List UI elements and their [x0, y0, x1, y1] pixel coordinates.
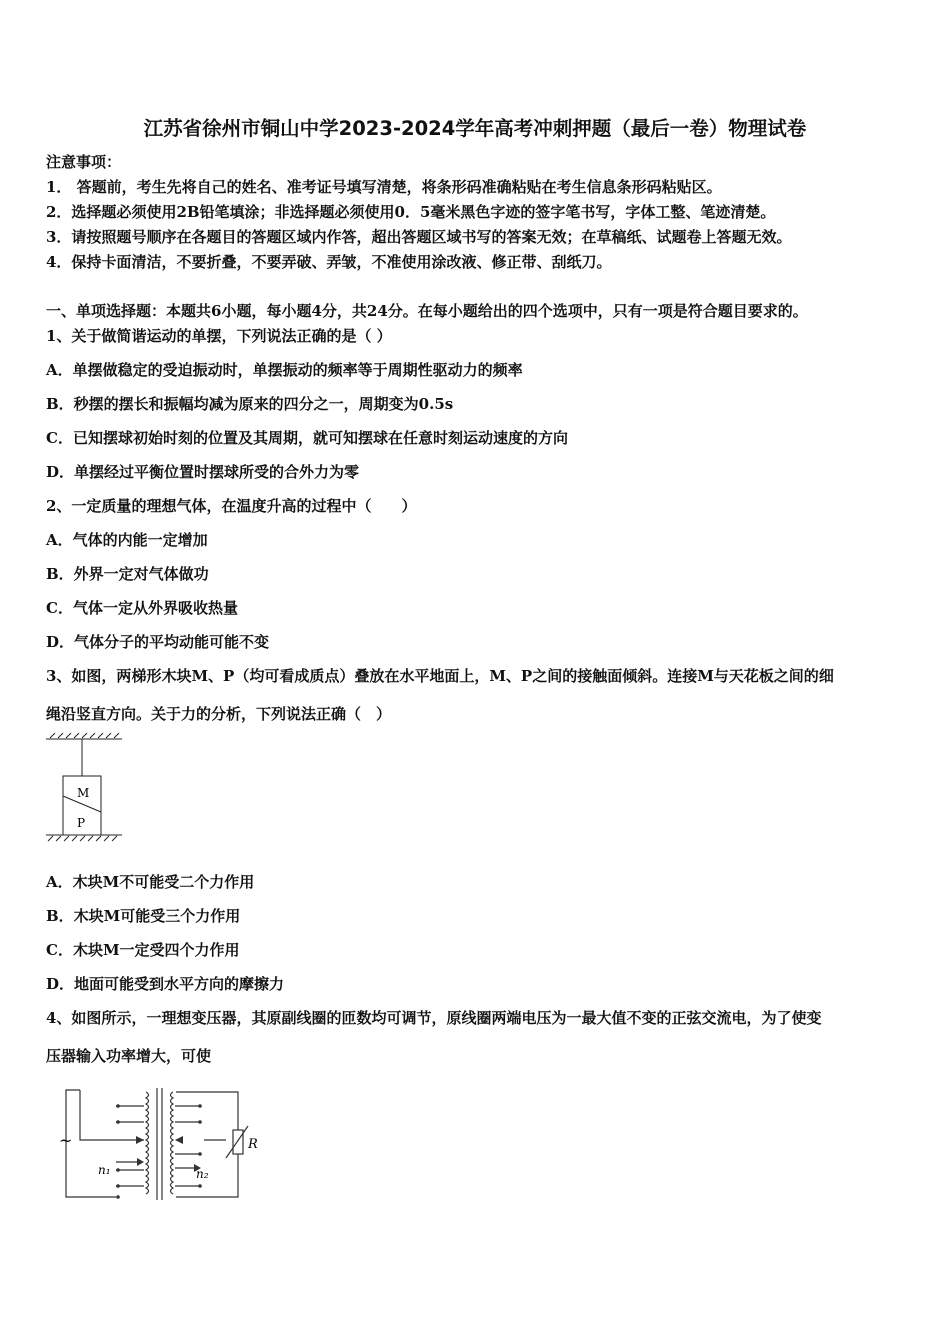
notice-heading: 注意事项： [46, 153, 122, 171]
secondary-slider-arrowhead [175, 1136, 183, 1144]
section-heading: 一、单项选择题：本题共6小题，每小题4分，共24分。在每小题给出的四个选项中，只有一项是符合题目要求的。 [46, 302, 808, 320]
notice-item-4: 4．保持卡面清洁，不要折叠，不要弄破、弄皱，不准使用涂改液、修正带、刮纸刀。 [46, 253, 612, 271]
page-title: 江苏省徐州市铜山中学2023-2024学年高考冲刺押题（最后一卷）物理试卷 [143, 117, 807, 140]
secondary-wire [176, 1092, 238, 1130]
ground-hatch [46, 835, 122, 841]
resistor-arrow [226, 1126, 248, 1158]
secondary-coil [171, 1092, 174, 1194]
primary-taps [116, 1106, 144, 1186]
resistor [233, 1130, 243, 1154]
q2-stem: 2、一定质量的理想气体，在温度升高的过程中（ ） [46, 497, 417, 515]
q4-stem-line1: 4、如图所示，一理想变压器，其原副线圈的匝数均可调节，原线圈两端电压为一最大值不变的正弦交流电，为了使变 [46, 1009, 822, 1027]
q1-stem: 1、关于做简谐运动的单摆，下列说法正确的是（ ） [46, 327, 392, 345]
primary-slider-arrowhead [136, 1136, 144, 1144]
q3-stem-line2: 绳沿竖直方向。关于力的分析，下列说法正确（ ） [46, 705, 392, 723]
label-m: M [77, 786, 90, 800]
q3-option-d: D．地面可能受到水平方向的摩擦力 [46, 975, 285, 993]
q1-option-b: B．秒摆的摆长和振幅均减为原来的四分之一，周期变为0.5s [46, 395, 454, 413]
q2-option-a: A．气体的内能一定增加 [46, 531, 208, 549]
q4-stem-line2: 压器输入功率增大，可使 [46, 1047, 212, 1065]
n1-arrowhead [137, 1158, 144, 1166]
q3-option-b: B．木块M可能受三个力作用 [46, 907, 241, 925]
q3-figure [44, 730, 128, 846]
q3-stem-line1: 3、如图，两梯形木块M、P（均可看成质点）叠放在水平地面上，M、P之间的接触面倾斜。连接M与天花板之间的细 [46, 667, 834, 685]
notice-item-3: 3．请按照题号顺序在各题目的答题区域内作答，超出答题区域书写的答案无效；在草稿纸、试题卷上答题无效。 [46, 228, 792, 246]
q3-option-c: C．木块M一定受四个力作用 [46, 941, 240, 959]
primary-coil [146, 1092, 149, 1194]
notice-item-2: 2．选择题必须使用2B铅笔填涂；非选择题必须使用0．5毫米黑色字迹的签字笔书写，字体工整、笔迹清楚。 [46, 203, 776, 221]
q2-option-c: C．气体一定从外界吸收热量 [46, 599, 238, 617]
primary-wire-top [80, 1090, 108, 1140]
ceiling-hatch [46, 733, 122, 739]
label-n2: n₂ [196, 1167, 209, 1181]
primary-wire [66, 1090, 116, 1197]
q1-option-d: D．单摆经过平衡位置时摆球所受的合外力为零 [46, 463, 360, 481]
notice-item-1: 1． 答题前，考生先将自己的姓名、准考证号填写清楚，将条形码准确粘贴在考生信息条形码粘贴区。 [46, 178, 722, 196]
q1-option-a: A．单摆做稳定的受迫振动时，单摆振动的频率等于周期性驱动力的频率 [46, 361, 523, 379]
q2-option-d: D．气体分子的平均动能可能不变 [46, 633, 270, 651]
q2-option-b: B．外界一定对气体做功 [46, 565, 209, 583]
ac-source-symbol: ~ [59, 1131, 73, 1150]
q3-option-a: A．木块M不可能受二个力作用 [46, 873, 255, 891]
label-n1: n₁ [98, 1163, 111, 1177]
q4-figure [56, 1082, 276, 1208]
label-p: P [77, 816, 86, 830]
label-r: R [248, 1137, 258, 1152]
q1-option-c: C．已知摆球初始时刻的位置及其周期，就可知摆球在任意时刻运动速度的方向 [46, 429, 568, 447]
